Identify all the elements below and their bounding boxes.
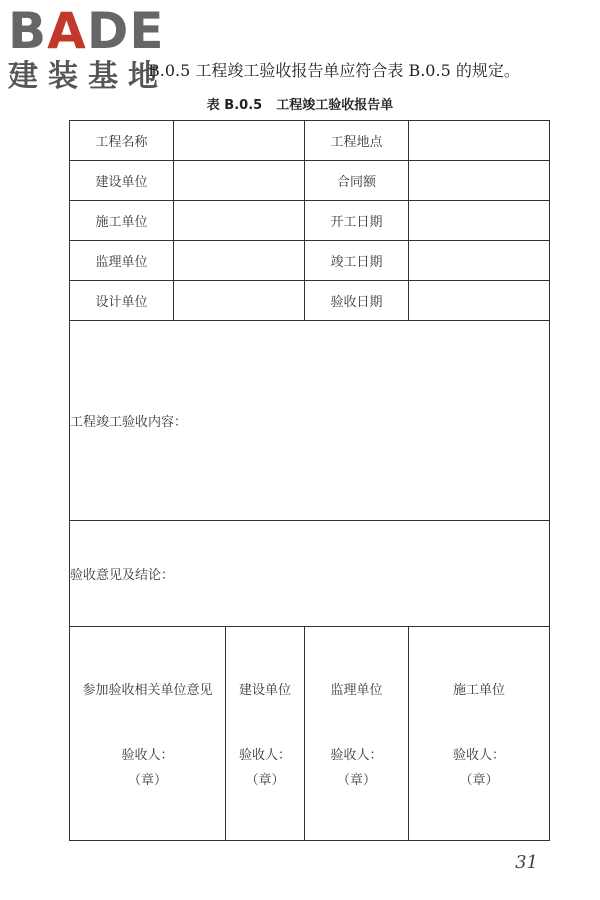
intro-text: B.0.5 工程竣工验收报告单应符合表 B.0.5 的规定。 — [148, 61, 520, 80]
field-value — [174, 121, 305, 161]
acceptance-report-table — [69, 120, 550, 841]
signature-unit-label: 监理单位 — [330, 683, 383, 698]
table-row — [70, 161, 550, 201]
logo-subtitle: 建装基地 — [8, 59, 168, 94]
field-value — [409, 201, 550, 241]
signature-row — [70, 627, 550, 841]
acceptance-content-section — [70, 321, 550, 521]
signature-unit-label: 参加验收相关单位意见 — [82, 683, 213, 698]
acceptance-opinion-section — [70, 521, 550, 627]
field-value — [409, 121, 550, 161]
field-value — [409, 281, 550, 321]
field-value — [174, 201, 305, 241]
field-label: 验收日期 — [305, 281, 409, 321]
seal-label: （章） — [336, 773, 376, 788]
field-label: 合同额 — [305, 161, 409, 201]
acceptor-label: 验收人： — [121, 748, 174, 763]
signature-cell-supervisor — [305, 627, 409, 841]
acceptance-opinion-label: 验收意见及结论： — [70, 568, 175, 583]
field-value — [409, 241, 550, 281]
signature-unit-label: 施工单位 — [452, 683, 505, 698]
acceptor-label: 验收人： — [452, 748, 505, 763]
field-label: 竣工日期 — [305, 241, 409, 281]
seal-label: （章） — [459, 773, 499, 788]
signature-cell-contractor — [409, 627, 550, 841]
table-row — [70, 121, 550, 161]
acceptor-label: 验收人： — [330, 748, 383, 763]
table-row — [70, 281, 550, 321]
field-label: 工程地点 — [305, 121, 409, 161]
field-label: 开工日期 — [305, 201, 409, 241]
signature-cell-participants — [70, 627, 226, 841]
table-caption — [0, 94, 600, 113]
signature-unit-label: 建设单位 — [238, 683, 291, 698]
signature-cell-construction-owner — [226, 627, 305, 841]
caption-number: 表 B.0.5 — [206, 98, 263, 113]
field-value — [174, 161, 305, 201]
acceptance-content-label: 工程竣工验收内容： — [70, 415, 188, 430]
logo-wordmark: BADE — [8, 2, 165, 60]
table-row — [70, 321, 550, 521]
field-label: 监理单位 — [70, 241, 174, 281]
field-value — [174, 281, 305, 321]
acceptor-label: 验收人： — [238, 748, 291, 763]
field-label: 工程名称 — [70, 121, 174, 161]
seal-label: （章） — [127, 773, 167, 788]
caption-title: 工程竣工验收报告单 — [276, 98, 394, 113]
field-value — [409, 161, 550, 201]
field-label: 设计单位 — [70, 281, 174, 321]
field-label: 施工单位 — [70, 201, 174, 241]
table-row — [70, 201, 550, 241]
seal-label: （章） — [245, 773, 285, 788]
table-row — [70, 521, 550, 627]
table-row — [70, 241, 550, 281]
field-value — [174, 241, 305, 281]
field-label: 建设单位 — [70, 161, 174, 201]
page-number: 31 — [515, 852, 538, 873]
